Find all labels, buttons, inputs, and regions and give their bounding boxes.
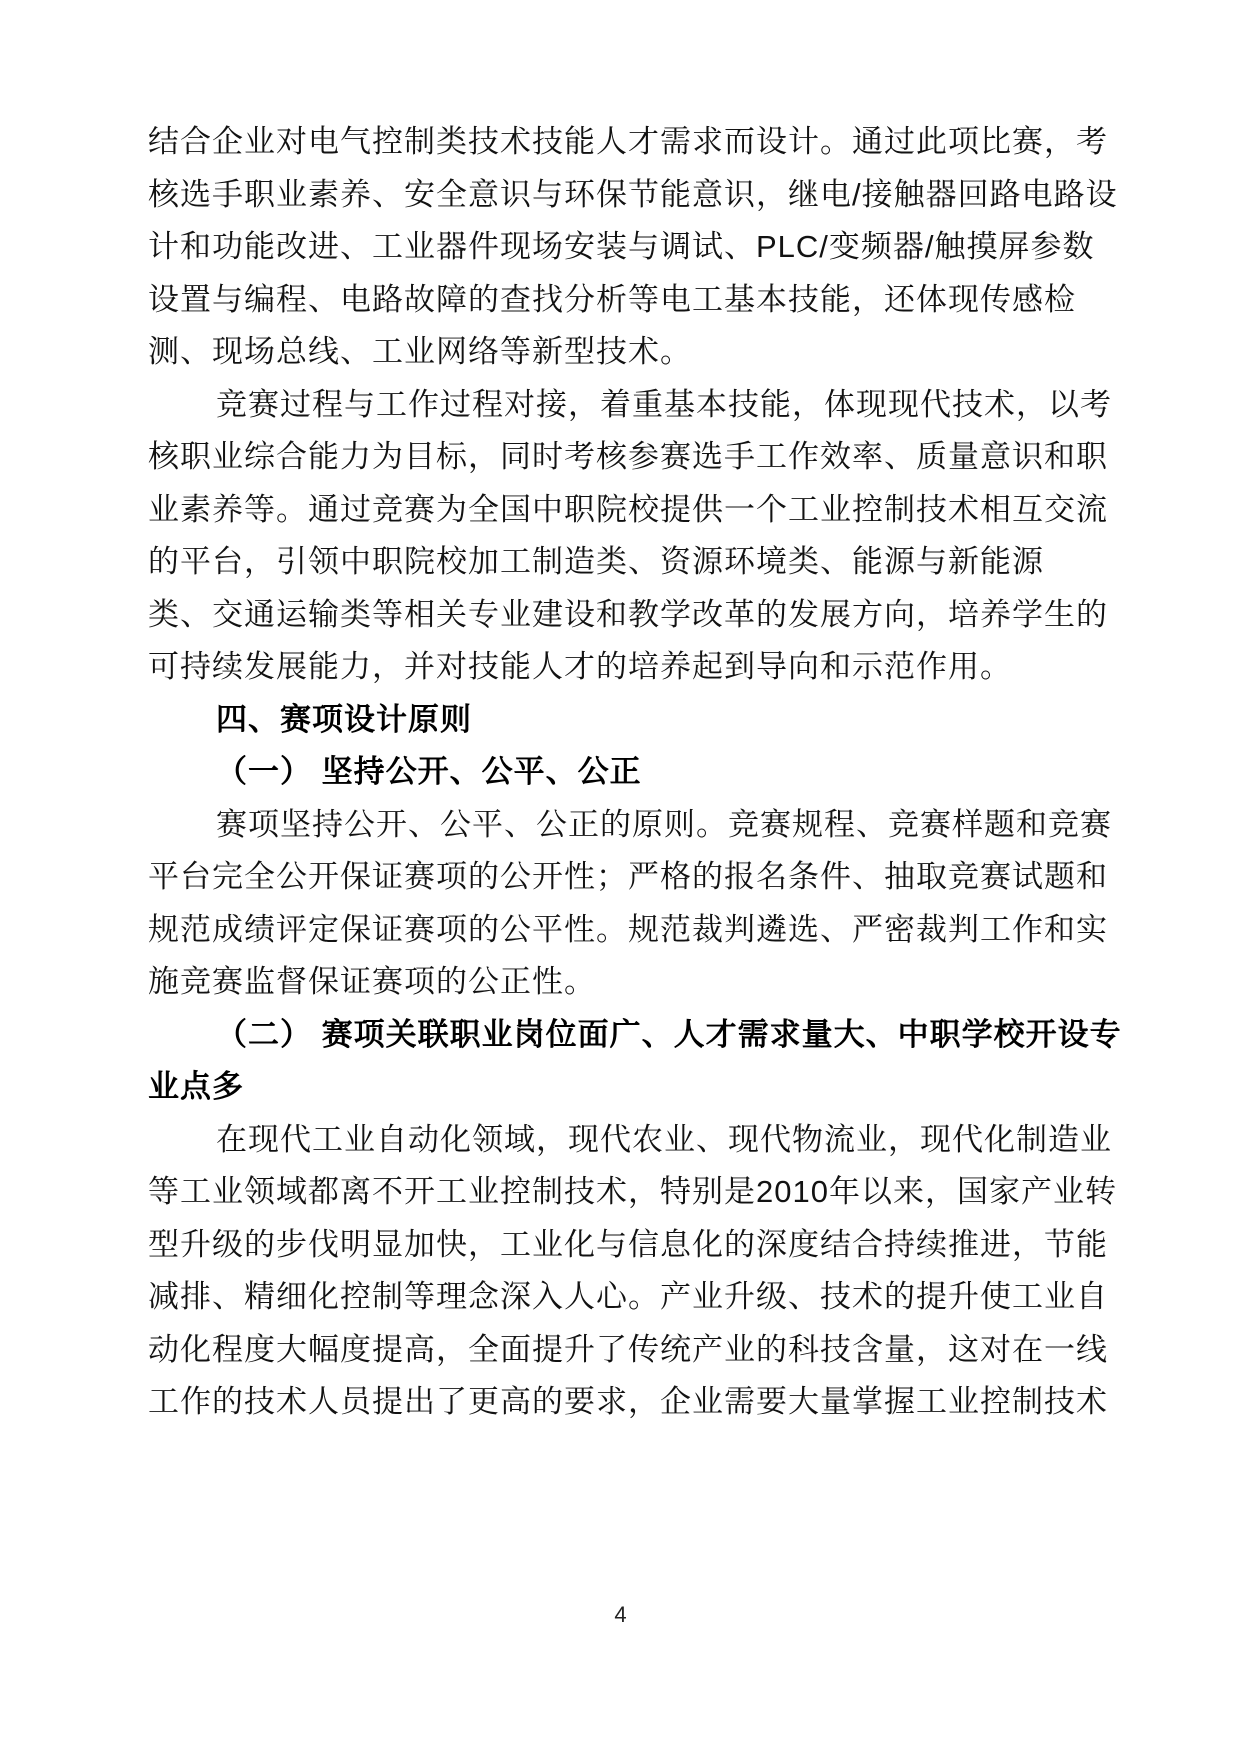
text-line: 设置与编程、电路故障的查找分析等电工基本技能，还体现传感检 xyxy=(148,281,1076,317)
text-line: 核选手职业素养、安全意识与环保节能意识，继电/接触器回路电路设 xyxy=(148,176,1118,212)
heading-line: （二） 赛项关联职业岗位面广、人才需求量大、中职学校开设专 xyxy=(216,1016,1122,1052)
text-line: 减排、精细化控制等理念深入人心。产业升级、技术的提升使工业自 xyxy=(148,1279,1108,1314)
text-line: 平台完全公开保证赛项的公开性；严格的报名条件、抽取竞赛试题和 xyxy=(148,859,1108,894)
heading-line: 业点多 xyxy=(148,1069,244,1104)
text-line: 工作的技术人员提出了更高的要求，企业需要大量掌握工业控制技术 xyxy=(148,1384,1108,1419)
heading-line: 四、赛项设计原则 xyxy=(216,701,472,737)
page-number: 4 xyxy=(614,1602,627,1627)
text-line: 可持续发展能力，并对技能人才的培养起到导向和示范作用。 xyxy=(148,649,1012,684)
text-line: 类、交通运输类等相关专业建设和教学改革的发展方向，培养学生的 xyxy=(148,596,1108,632)
text-line: 结合企业对电气控制类技术技能人才需求而设计。通过此项比赛，考 xyxy=(148,124,1108,159)
text-line: 计和功能改进、工业器件现场安装与调试、PLC/变频器/触摸屏参数 xyxy=(148,229,1095,264)
text-line: 赛项坚持公开、公平、公正的原则。竞赛规程、竞赛样题和竞赛 xyxy=(216,806,1112,842)
text-line: 的平台，引领中职院校加工制造类、资源环境类、能源与新能源 xyxy=(148,544,1044,579)
text-line: 测、现场总线、工业网络等新型技术。 xyxy=(148,334,692,369)
text-line: 业素养等。通过竞赛为全国中职院校提供一个工业控制技术相互交流 xyxy=(148,491,1108,527)
document-body xyxy=(148,116,1122,1429)
heading-line: （一） 坚持公开、公平、公正 xyxy=(216,754,642,789)
text-line: 型升级的步伐明显加快，工业化与信息化的深度结合持续推进，节能 xyxy=(148,1226,1108,1262)
text-line: 竞赛过程与工作过程对接，着重基本技能，体现现代技术，以考 xyxy=(216,386,1112,422)
text-line: 规范成绩评定保证赛项的公平性。规范裁判遴选、严密裁判工作和实 xyxy=(148,911,1108,947)
text-line: 等工业领域都离不开工业控制技术，特别是2010年以来，国家产业转 xyxy=(148,1174,1117,1209)
text-line: 动化程度大幅度提高，全面提升了传统产业的科技含量，这对在一线 xyxy=(148,1331,1108,1367)
text-line: 在现代工业自动化领域，现代农业、现代物流业，现代化制造业 xyxy=(216,1121,1112,1157)
text-line: 施竞赛监督保证赛项的公正性。 xyxy=(148,964,596,999)
text-line: 核职业综合能力为目标，同时考核参赛选手工作效率、质量意识和职 xyxy=(148,439,1108,474)
